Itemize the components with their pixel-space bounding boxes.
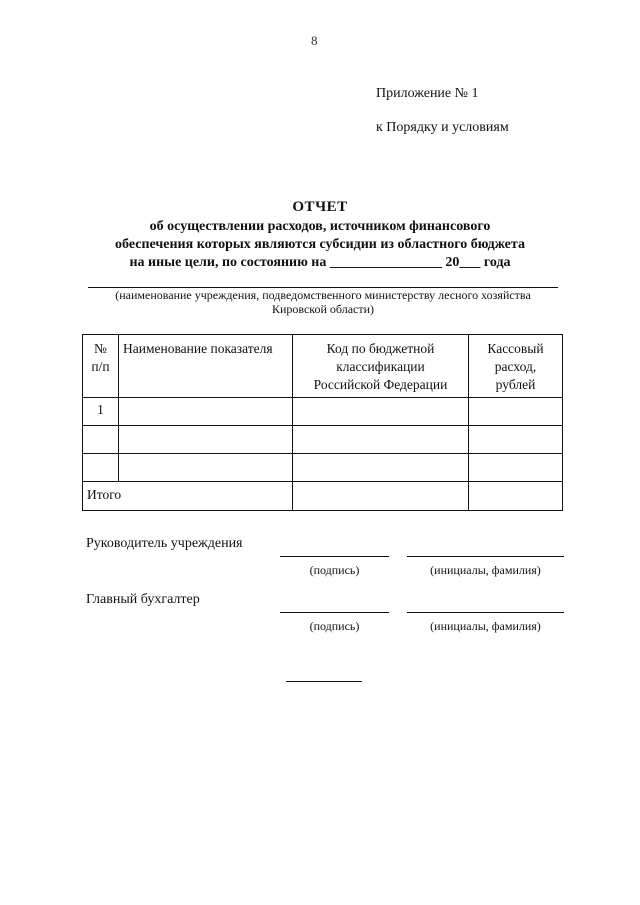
head-signature-caption: (подпись) — [309, 563, 360, 577]
accountant-signature-line — [280, 612, 389, 613]
report-table — [82, 334, 563, 511]
header-code-line-2: классификации — [336, 359, 425, 374]
row-number — [83, 454, 119, 482]
table-total-row — [83, 482, 563, 511]
row-cash-expense — [469, 398, 563, 426]
document-end-rule — [286, 681, 362, 682]
row-cash-expense — [469, 454, 563, 482]
header-indicator: Наименование показателя — [119, 335, 293, 398]
chief-accountant-label: Главный бухгалтер — [86, 592, 200, 607]
head-name-line — [407, 556, 564, 557]
table-header-row — [83, 335, 563, 398]
total-budget-code — [293, 482, 469, 511]
row-budget-code — [293, 398, 469, 426]
row-cash-expense — [469, 426, 563, 454]
header-number-line-2: п/п — [91, 359, 110, 374]
table-row — [83, 398, 563, 426]
total-label: Итого — [83, 482, 293, 511]
row-number: 1 — [83, 398, 119, 426]
header-cash-line-1: Кассовый — [487, 341, 544, 356]
head-name-caption: (инициалы, фамилия) — [430, 563, 541, 577]
report-title: ОТЧЕТ — [292, 199, 348, 215]
table-row — [83, 454, 563, 482]
header-code-line-3: Российской Федерации — [313, 377, 448, 392]
accountant-name-caption: (инициалы, фамилия) — [430, 619, 541, 633]
accountant-name-line — [407, 612, 564, 613]
table-row — [83, 426, 563, 454]
header-cash-line-3: рублей — [495, 377, 536, 392]
page-number: 8 — [311, 33, 318, 48]
head-of-institution-label: Руководитель учреждения — [86, 536, 243, 551]
row-budget-code — [293, 454, 469, 482]
header-number — [83, 335, 119, 398]
report-subtitle-line-1: об осуществлении расходов, источником финансового — [149, 219, 491, 234]
accountant-signature-caption: (подпись) — [309, 619, 360, 633]
report-subtitle-line-3: на иные цели, по состоянию на ________________ 20___ года — [129, 255, 511, 270]
total-cash-expense — [469, 482, 563, 511]
institution-caption-line-2: Кировской области) — [271, 302, 375, 316]
header-budget-code — [293, 335, 469, 398]
appendix-label: Приложение № 1 — [376, 86, 479, 101]
appendix-reference: к Порядку и условиям — [376, 120, 509, 135]
row-indicator — [119, 426, 293, 454]
institution-caption-line-1: (наименование учреждения, подведомственного министерству лесного хозяйства — [115, 288, 531, 302]
report-subtitle-line-2: обеспечения которых являются субсидии из областного бюджета — [115, 237, 525, 252]
header-code-line-1: Код по бюджетной — [326, 341, 435, 356]
head-signature-line — [280, 556, 389, 557]
row-indicator — [119, 454, 293, 482]
header-cash-expense — [469, 335, 563, 398]
row-budget-code — [293, 426, 469, 454]
header-cash-line-2: расход, — [494, 359, 537, 374]
row-number — [83, 426, 119, 454]
header-number-line-1: № — [94, 341, 107, 356]
row-indicator — [119, 398, 293, 426]
